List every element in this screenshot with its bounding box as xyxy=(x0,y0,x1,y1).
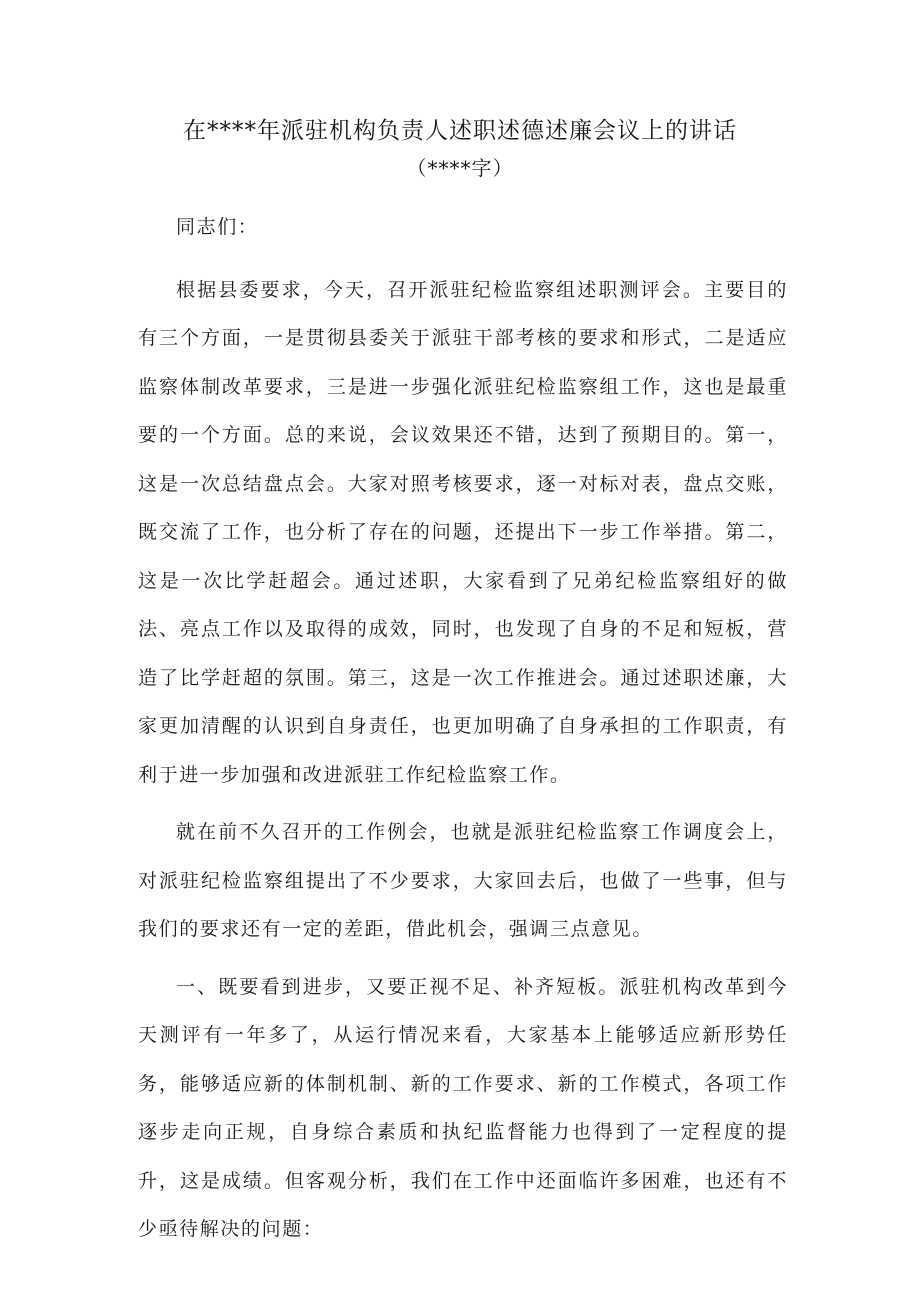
document-subtitle: （****字） xyxy=(406,156,514,180)
document-body xyxy=(138,203,788,1263)
paragraph-1: 根据县委要求，今天，召开派驻纪检监察组述职测评会。主要目的有三个方面，一是贯彻县委关于派驻干部考核的要求和形式，二是适应监察体制改革要求，三是进一步强化派驻纪检监察组工作，这也是最重要的一个方面。总的来说，会议效果还不错，达到了预期目的。第一，这是一次总结盘点会。大家对照考核要求，逐一对标对表，盘点交账，既交流了工作，也分析了存在的问题，还提出下一步工作举措。第二，这是一次比学赶超会。通过述职，大家看到了兄弟纪检监察组好的做法、亮点工作以及取得的成效，同时，也发现了自身的不足和短板，营造了比学赶超的氛围。第三，这是一次工作推进会。通过述职述廉，大家更加清醒的认识到自身责任，也更加明确了自身承担的工作职责，有利于进一步加强和改进派驻工作纪检监察工作。 xyxy=(138,278,788,786)
paragraph-3: 一、既要看到进步，又要正视不足、补齐短板。派驻机构改革到今天测评有一年多了，从运行情况来看，大家基本上能够适应新形势任务，能够适应新的体制机制、新的工作要求、新的工作模式，各项工作逐步走向正规，自身综合素质和执纪监督能力也得到了一定程度的提升，这是成绩。但客观分析，我们在工作中还面临许多困难，也还有不少亟待解决的问题： xyxy=(138,975,788,1240)
paragraph-2: 就在前不久召开的工作例会，也就是派驻纪检监察工作调度会上，对派驻纪检监察组提出了不少要求，大家回去后，也做了一些事，但与我们的要求还有一定的差距，借此机会，强调三点意见。 xyxy=(138,821,788,940)
document-title: 在****年派驻机构负责人述职述德述廉会议上的讲话 xyxy=(183,118,737,144)
greeting: 同志们： xyxy=(176,216,259,238)
